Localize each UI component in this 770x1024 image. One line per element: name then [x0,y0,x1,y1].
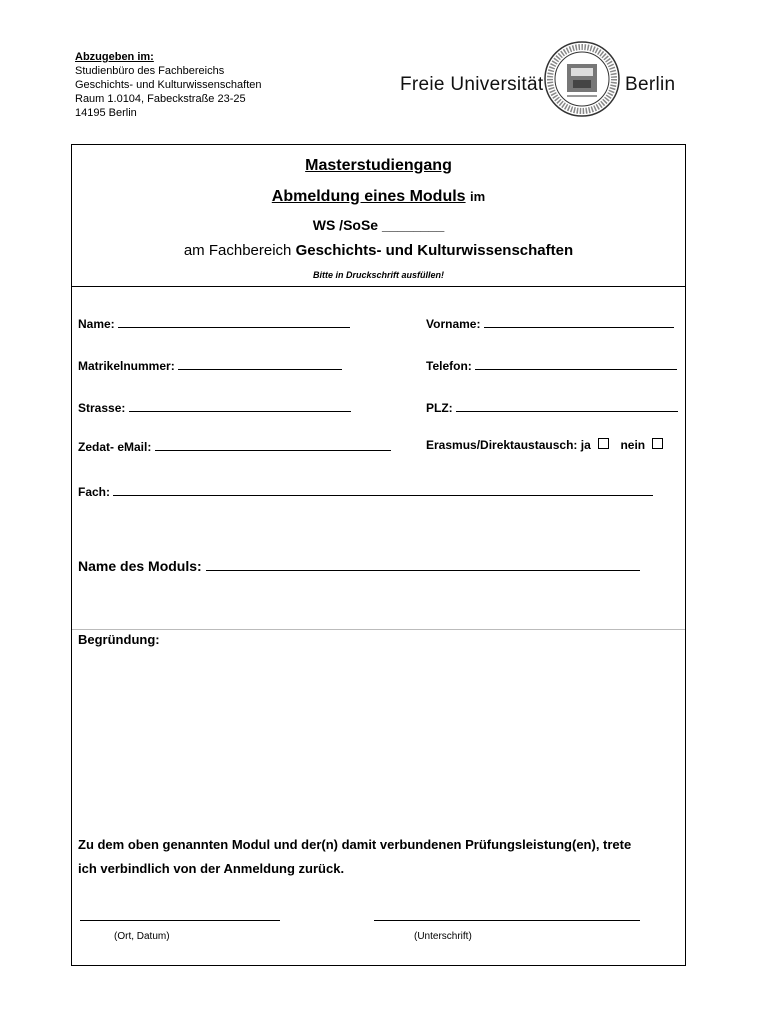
strasse-field[interactable] [78,399,351,415]
telefon-field[interactable] [426,357,677,373]
signature-line[interactable] [374,920,640,921]
statement-line-2: ich verbindlich von der Anmeldung zurück. [78,861,345,876]
submission-address [75,50,261,120]
signature-caption: (Unterschrift) [414,931,472,942]
matrikel-label: Matrikelnummer: [78,359,175,373]
erasmus-label: Erasmus/Direktaustausch: ja [426,438,591,452]
instruction-note: Bitte in Druckschrift ausfüllen! [312,270,445,280]
email-field[interactable] [78,438,391,454]
fach-input-line[interactable] [113,483,653,496]
semester-line[interactable]: WS /SoSe ________ [312,217,445,233]
department-name: Geschichts- und Kulturwissenschaften [295,242,574,259]
address-line-1: Studienbüro des Fachbereichs [75,65,225,77]
strasse-input-line[interactable] [129,399,351,412]
module-name-label: Name des Moduls: [78,558,202,574]
plz-label: PLZ: [426,401,453,415]
vorname-input-line[interactable] [484,315,674,328]
form-subtitle-suffix: im [470,189,486,204]
matrikel-input-line[interactable] [178,357,342,370]
name-input-line[interactable] [118,315,350,328]
erasmus-yes-checkbox[interactable] [598,438,609,449]
form-header [72,145,685,287]
vorname-field[interactable] [426,315,674,331]
erasmus-no-label: nein [620,438,646,452]
form-subtitle [72,188,685,206]
plz-field[interactable] [426,399,678,415]
erasmus-no-checkbox[interactable] [652,438,663,449]
reason-label: Begründung: [78,632,160,647]
email-input-line[interactable] [155,438,391,451]
telefon-input-line[interactable] [475,357,677,370]
strasse-label: Strasse: [78,401,126,415]
form-subtitle-main: Abmeldung eines Moduls [271,188,466,205]
module-name-input-line[interactable] [206,558,640,571]
matrikel-field[interactable] [78,357,342,373]
form-frame [71,144,686,966]
name-field[interactable] [78,315,350,331]
erasmus-field [426,438,663,452]
withdrawal-statement [78,833,678,881]
name-label: Name: [78,317,115,331]
address-heading: Abzugeben im: [75,51,154,63]
logo-wordmark-right: Berlin [625,74,676,95]
fach-label: Fach: [78,485,111,499]
statement-line-1: Zu dem oben genannten Modul und der(n) damit verbundenen Prüfungsleistung(en), trete [78,837,632,852]
department-line [72,242,685,259]
section-divider [72,629,685,630]
address-line-3: Raum 1.0104, Fabeckstraße 23-25 [75,93,246,105]
address-line-4: 14195 Berlin [75,107,137,119]
vorname-label: Vorname: [426,317,481,331]
telefon-label: Telefon: [426,359,472,373]
university-logo [400,40,690,122]
university-seal-icon [543,40,621,118]
department-prefix: am Fachbereich [183,242,292,259]
logo-wordmark-left: Freie Universität [400,74,544,95]
module-name-field[interactable] [78,558,640,574]
fach-field[interactable] [78,483,653,499]
address-line-2: Geschichts- und Kulturwissenschaften [75,79,262,91]
email-label: Zedat- eMail: [78,440,152,454]
place-date-caption: (Ort, Datum) [114,931,170,942]
plz-input-line[interactable] [456,399,678,412]
place-date-line[interactable] [80,920,280,921]
form-title: Masterstudiengang [305,157,452,174]
